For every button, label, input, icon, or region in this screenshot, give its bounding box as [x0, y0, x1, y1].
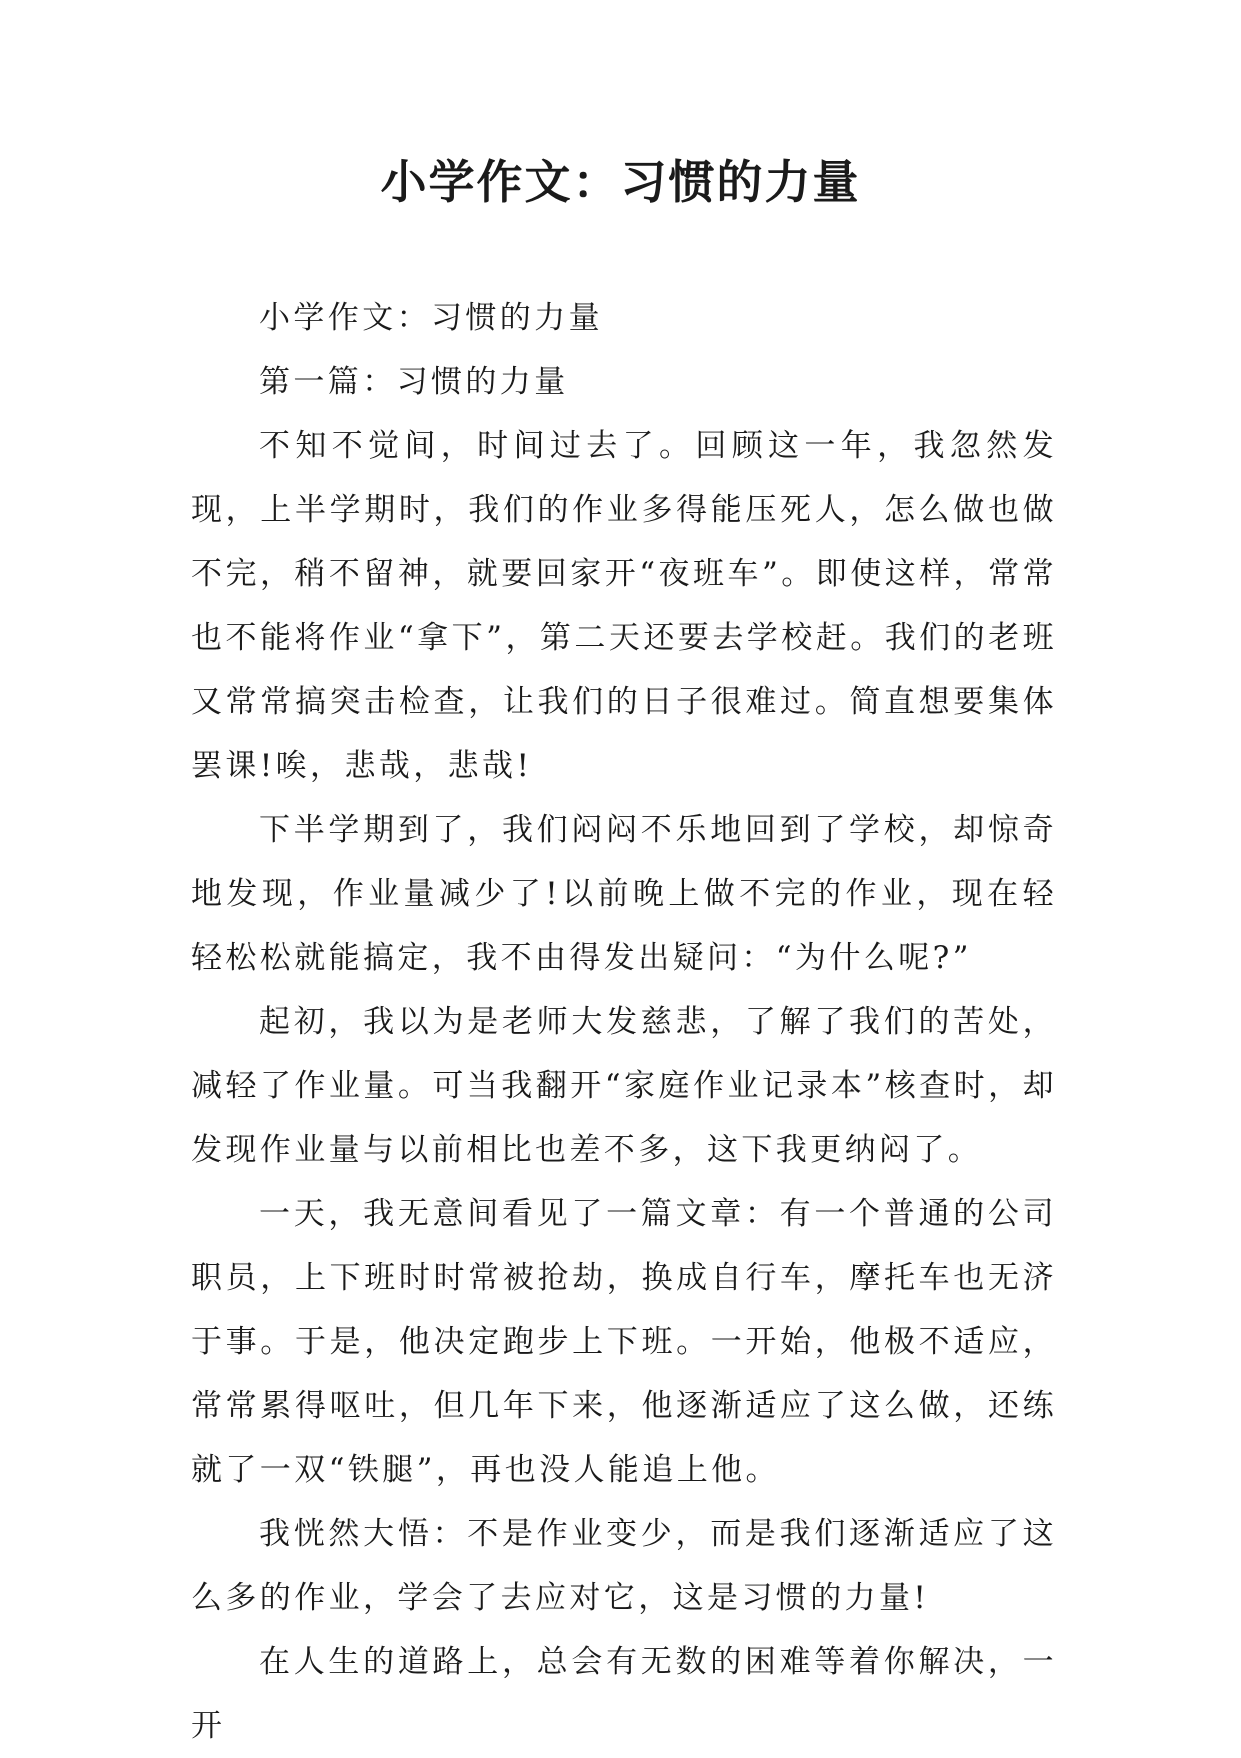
paragraph: 不知不觉间，时间过去了。回顾这一年，我忽然发现，上半学期时，我们的作业多得能压死人，怎么做也做不完，稍不留神，就要回家开“夜班车”。即使这样，常常也不能将作业“拿下”，第二天还要去学校赶。我们的老班又常常搞突击检查，让我们的日子很难过。简直想要集体罢课!唉，悲哉，悲哉!: [191, 428, 1057, 784]
paragraph: 一天，我无意间看见了一篇文章：有一个普通的公司职员，上下班时时常被抢劫，换成自行车，摩托车也无济于事。于是，他决定跑步上下班。一开始，他极不适应，常常累得呕吐，但几年下来，他逐渐适应了这么做，还练就了一双“铁腿”，再也没人能追上他。: [191, 1196, 1057, 1488]
paragraph: 起初，我以为是老师大发慈悲，了解了我们的苦处，减轻了作业量。可当我翻开“家庭作业记录本”核查时，却发现作业量与以前相比也差不多，这下我更纳闷了。: [191, 1004, 1057, 1168]
paragraph: 在人生的道路上，总会有无数的困难等着你解决，一开: [191, 1644, 1057, 1744]
paragraph: 我恍然大悟：不是作业变少，而是我们逐渐适应了这么多的作业，学会了去应对它，这是习惯的力量!: [191, 1516, 1057, 1616]
document-title: 小学作文：习惯的力量: [380, 155, 861, 209]
paragraph-section-heading: 第一篇：习惯的力量: [259, 364, 569, 400]
document-body: [191, 286, 1057, 1758]
paragraph-subtitle: 小学作文：习惯的力量: [259, 300, 603, 336]
paragraph: 下半学期到了，我们闷闷不乐地回到了学校，却惊奇地发现，作业量减少了!以前晚上做不完的作业，现在轻轻松松就能搞定，我不由得发出疑问：“为什么呢?”: [191, 812, 1057, 976]
